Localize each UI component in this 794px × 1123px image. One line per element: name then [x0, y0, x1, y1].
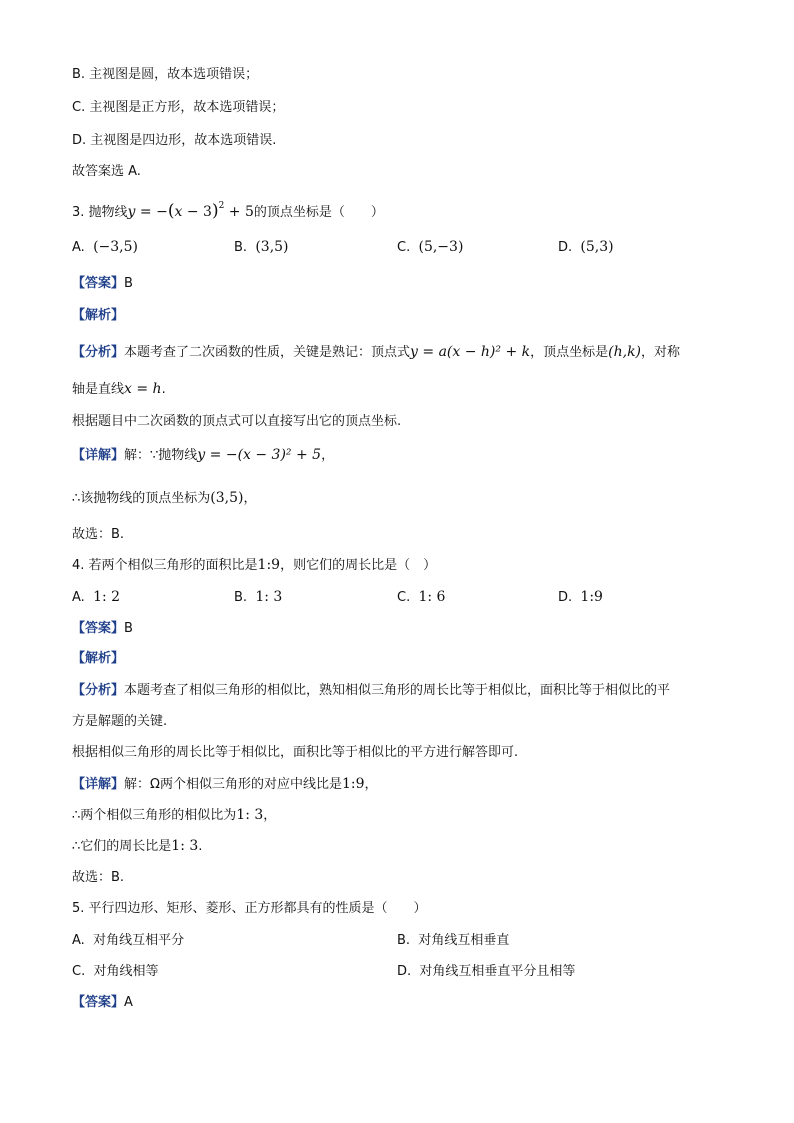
answer-tag: 【答案】 [72, 276, 125, 291]
q4-step2: ∴两个相似三角形的相似比为1: 3， [72, 807, 277, 823]
q4-option-d: D. 1:9 [558, 589, 603, 605]
question-5-stem: 5. 平行四边形、矩形、菱形、正方形都具有的性质是（ ） [72, 901, 427, 916]
q3-option-c: C. (5,−3) [397, 239, 464, 255]
q3-therefore: ∴该抛物线的顶点坐标为(3,5)， [72, 490, 257, 506]
q4-conclusion: 故选：B. [72, 870, 125, 885]
vertex-form-formula: y = a(x − h)² + k [410, 344, 531, 360]
q4-option-a: A. 1: 2 [72, 589, 121, 605]
q4-option-b: B. 1: 3 [234, 589, 283, 605]
q4-detail: 【详解】解：Ω两个相似三角形的对应中线比是1:9， [72, 776, 378, 792]
q3-option-d: D. (5,3) [558, 239, 614, 255]
question-4-stem: 4. 若两个相似三角形的面积比是1:9，则它们的周长比是（ ） [72, 557, 437, 573]
q3-reason: 根据题目中二次函数的顶点式可以直接写出它的顶点坐标. [72, 414, 402, 429]
option-c-explanation: C. 主视图是正方形，故本选项错误； [72, 100, 285, 115]
q3-analysis-tag: 【解析】 [72, 308, 125, 323]
q5-option-b: B. 对角线互相垂直 [397, 933, 510, 948]
question-3-formula: $y = -(x - 3)^2 + 5$ [127, 201, 254, 221]
q3-conclusion: 故选：B. [72, 527, 125, 542]
previous-answer: 故答案选 A. [72, 164, 141, 179]
question-3-suffix: 的顶点坐标是（ ） [253, 205, 384, 220]
q3-answer: 【答案】B [72, 276, 133, 291]
question-3-stem [72, 197, 384, 222]
q5-option-c: C. 对角线相等 [72, 964, 159, 979]
q5-option-d: D. 对角线互相垂直平分且相等 [397, 964, 576, 979]
q4-fenxi-line2: 方是解题的关键. [72, 714, 168, 729]
q3-fenxi-line2: 轴是直线x = h. [72, 381, 166, 397]
q3-option-a: A. (−3,5) [72, 239, 138, 255]
q4-reason: 根据相似三角形的周长比等于相似比，面积比等于相似比的平方进行解答即可. [72, 745, 519, 760]
q5-answer: 【答案】A [72, 995, 133, 1010]
q5-option-a: A. 对角线互相平分 [72, 933, 185, 948]
q4-analysis-tag: 【解析】 [72, 651, 125, 666]
q3-option-b: B. (3,5) [234, 239, 289, 255]
option-d-explanation: D. 主视图是四边形，故本选项错误. [72, 133, 277, 148]
option-b-explanation: B. 主视图是圆，故本选项错误； [72, 67, 259, 82]
q4-fenxi: 【分析】本题考查了相似三角形的相似比，熟知相似三角形的周长比等于相似比，面积比等于相似比的平 [72, 683, 671, 698]
q3-fenxi: 【分析】本题考查了二次函数的性质，关键是熟记：顶点式y = a(x − h)² + k，顶点坐标是(h,k)，对称 [72, 344, 681, 360]
q4-option-c: C. 1: 6 [397, 589, 446, 605]
q4-step3: ∴它们的周长比是1: 3. [72, 838, 203, 854]
q3-detail: 【详解】解：∵抛物线y = −(x − 3)² + 5， [72, 447, 335, 463]
q4-answer: 【答案】B [72, 621, 133, 636]
question-3-prefix: 3. 抛物线 [72, 205, 128, 220]
